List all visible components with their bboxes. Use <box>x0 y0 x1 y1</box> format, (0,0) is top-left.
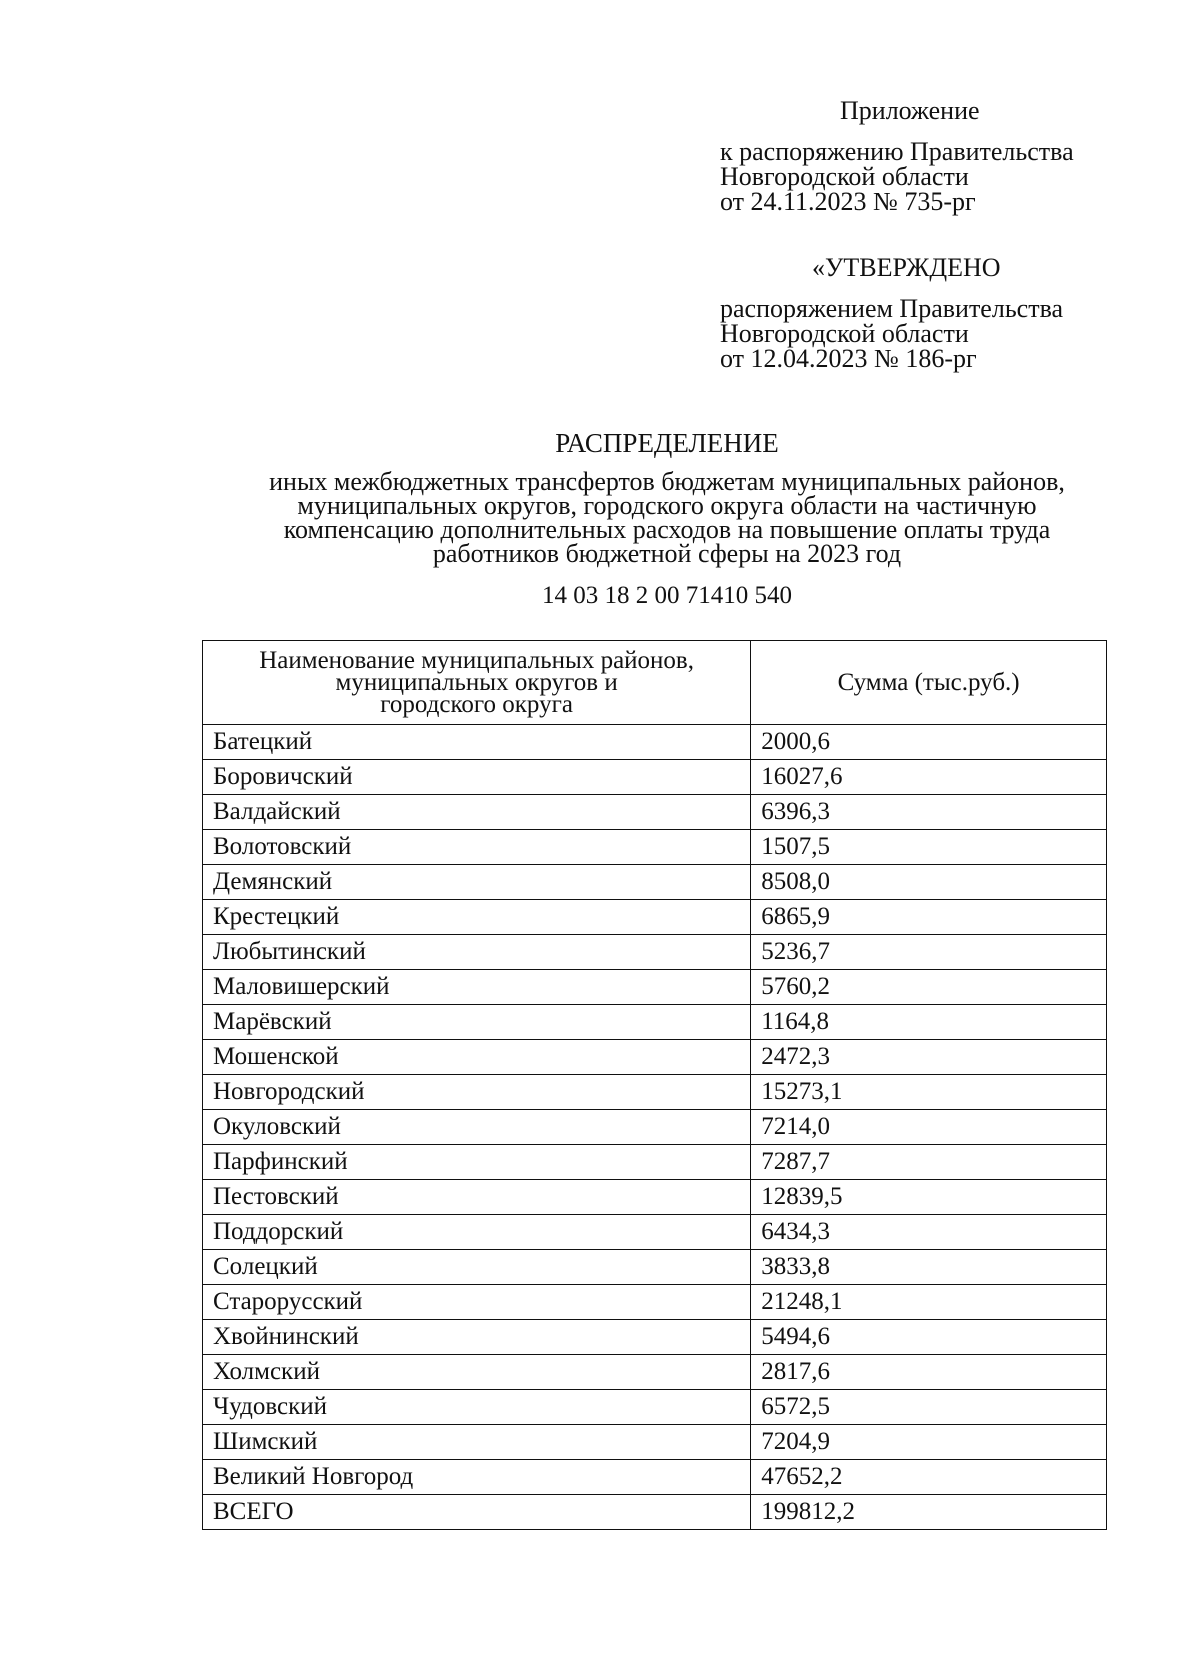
distribution-table <box>202 640 1107 1530</box>
municipality-name: Мошенской <box>203 1040 751 1075</box>
table-row <box>203 725 1107 760</box>
municipality-name: Чудовский <box>203 1390 751 1425</box>
table-row <box>203 1250 1107 1285</box>
municipality-name: Демянский <box>203 865 751 900</box>
budget-code: 14 03 18 2 00 71410 540 <box>542 582 792 609</box>
amount-value: 12839,5 <box>751 1180 1107 1215</box>
amount-value: 47652,2 <box>751 1460 1107 1495</box>
municipality-name: Боровичский <box>203 760 751 795</box>
amount-value: 2472,3 <box>751 1040 1107 1075</box>
amount-value: 1164,8 <box>751 1005 1107 1040</box>
appendix-line: Новгородской области <box>720 162 969 191</box>
table-row <box>203 1110 1107 1145</box>
amount-value: 7204,9 <box>751 1425 1107 1460</box>
table-row <box>203 1040 1107 1075</box>
table-row <box>203 1355 1107 1390</box>
amount-value: 2817,6 <box>751 1355 1107 1390</box>
table-row <box>203 1320 1107 1355</box>
table-row <box>203 1460 1107 1495</box>
column-header-name-line: городского округа <box>380 690 573 718</box>
amount-value: 5494,6 <box>751 1320 1107 1355</box>
table-total-row <box>203 1495 1107 1530</box>
amount-value: 199812,2 <box>751 1495 1107 1530</box>
subtitle-line: иных межбюджетных трансфертов бюджетам муниципальных районов, <box>269 467 1065 496</box>
document-subtitle <box>210 467 1124 568</box>
approved-title: «УТВЕРЖДЕНО <box>812 253 1001 282</box>
amount-value: 6434,3 <box>751 1215 1107 1250</box>
amount-value: 7214,0 <box>751 1110 1107 1145</box>
table-row <box>203 1005 1107 1040</box>
appendix-line: от 24.11.2023 № 735-рг <box>720 187 976 216</box>
table-row <box>203 935 1107 970</box>
table-row <box>203 1215 1107 1250</box>
document-heading: РАСПРЕДЕЛЕНИЕ <box>555 428 779 458</box>
municipality-name: Хвойнинский <box>203 1320 751 1355</box>
municipality-name: Марёвский <box>203 1005 751 1040</box>
table-header-row <box>203 641 1107 725</box>
appendix-block <box>720 98 1180 214</box>
table-row <box>203 1145 1107 1180</box>
approved-block <box>720 255 1180 371</box>
amount-value: 8508,0 <box>751 865 1107 900</box>
amount-value: 7287,7 <box>751 1145 1107 1180</box>
table-row <box>203 1075 1107 1110</box>
amount-value: 5760,2 <box>751 970 1107 1005</box>
municipality-name: Солецкий <box>203 1250 751 1285</box>
municipality-name: Поддорский <box>203 1215 751 1250</box>
amount-value: 1507,5 <box>751 830 1107 865</box>
approved-line: от 12.04.2023 № 186-рг <box>720 344 977 373</box>
approved-line: Новгородской области <box>720 319 969 348</box>
subtitle-line: муниципальных округов, городского округа области на частичную <box>297 491 1037 520</box>
table-row <box>203 1390 1107 1425</box>
amount-value: 5236,7 <box>751 935 1107 970</box>
municipality-name: Валдайский <box>203 795 751 830</box>
subtitle-line: работников бюджетной сферы на 2023 год <box>432 539 902 568</box>
amount-value: 6865,9 <box>751 900 1107 935</box>
column-header-name-line: Наименование муниципальных районов, <box>259 646 694 674</box>
approved-line: распоряжением Правительства <box>720 294 1064 323</box>
table-body <box>203 725 1107 1530</box>
municipality-name: Новгородский <box>203 1075 751 1110</box>
municipality-name: Батецкий <box>203 725 751 760</box>
appendix-title: Приложение <box>840 96 980 125</box>
amount-value: 3833,8 <box>751 1250 1107 1285</box>
table-row <box>203 1425 1107 1460</box>
amount-value: 6572,5 <box>751 1390 1107 1425</box>
municipality-name: Шимский <box>203 1425 751 1460</box>
municipality-name: Великий Новгород <box>203 1460 751 1495</box>
table-row <box>203 900 1107 935</box>
municipality-name: Маловишерский <box>203 970 751 1005</box>
table-row <box>203 760 1107 795</box>
amount-value: 2000,6 <box>751 725 1107 760</box>
table-row <box>203 830 1107 865</box>
municipality-name: ВСЕГО <box>203 1495 751 1530</box>
appendix-line: к распоряжению Правительства <box>720 137 1074 166</box>
amount-value: 21248,1 <box>751 1285 1107 1320</box>
amount-value: 15273,1 <box>751 1075 1107 1110</box>
amount-value: 16027,6 <box>751 760 1107 795</box>
municipality-name: Окуловский <box>203 1110 751 1145</box>
column-header-name-line: муниципальных округов и <box>335 668 618 696</box>
column-header-name <box>203 641 751 725</box>
amount-value: 6396,3 <box>751 795 1107 830</box>
column-header-sum: Сумма (тыс.руб.) <box>751 641 1107 725</box>
municipality-name: Любытинский <box>203 935 751 970</box>
table-row <box>203 1285 1107 1320</box>
municipality-name: Холмский <box>203 1355 751 1390</box>
municipality-name: Крестецкий <box>203 900 751 935</box>
table-row <box>203 1180 1107 1215</box>
table-row <box>203 865 1107 900</box>
municipality-name: Пестовский <box>203 1180 751 1215</box>
municipality-name: Парфинский <box>203 1145 751 1180</box>
subtitle-line: компенсацию дополнительных расходов на повышение оплаты труда <box>283 515 1051 544</box>
municipality-name: Старорусский <box>203 1285 751 1320</box>
municipality-name: Волотовский <box>203 830 751 865</box>
table-row <box>203 795 1107 830</box>
table-row <box>203 970 1107 1005</box>
